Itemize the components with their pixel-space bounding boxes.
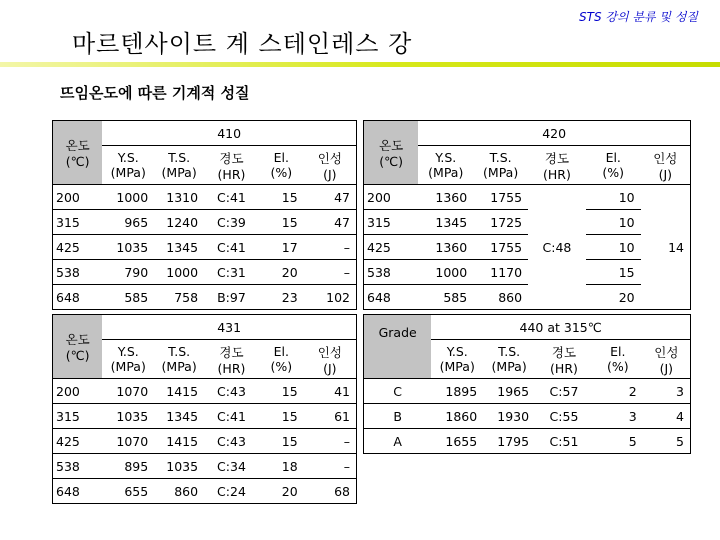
col-header: El. (%) <box>270 150 293 180</box>
cell: 1000 <box>154 260 204 285</box>
cell: B <box>364 404 432 429</box>
table-410 <box>52 120 357 310</box>
cell: 18 <box>259 454 304 479</box>
col-header: 경도 (HR) <box>550 344 578 376</box>
cell: 315 <box>53 210 103 235</box>
cell: C:51 <box>535 429 593 454</box>
cell: – <box>304 260 357 285</box>
cell: C:34 <box>204 454 259 479</box>
cell: C:43 <box>204 429 259 454</box>
cell: 47 <box>304 185 357 210</box>
group-header: 410 <box>102 121 356 146</box>
cell: 20 <box>586 285 641 310</box>
cell: 3 <box>593 404 643 429</box>
col-header: El. (%) <box>270 344 293 374</box>
cell: 20 <box>259 479 304 504</box>
cell: 1795 <box>483 429 535 454</box>
col-header: T.S. (MPa) <box>491 344 527 374</box>
col-header: 인성 (J) <box>641 146 691 185</box>
col-header: T.S. (MPa) <box>483 150 519 180</box>
cell: 47 <box>304 210 357 235</box>
cell: 1345 <box>154 404 204 429</box>
col-header: Y.S. (MPa) <box>110 150 146 180</box>
col-header: 인성 (J) <box>304 146 357 185</box>
cell: 538 <box>53 260 103 285</box>
cell: – <box>304 235 357 260</box>
col-header: T.S. (MPa) <box>161 344 197 374</box>
cell: 1070 <box>102 379 154 404</box>
cell: 860 <box>473 285 528 310</box>
cell: 1345 <box>154 235 204 260</box>
col-header: 경도 (HR) <box>217 344 246 376</box>
temp-header: 온도 (℃) <box>364 121 419 185</box>
cell: 1930 <box>483 404 535 429</box>
cell: 102 <box>304 285 357 310</box>
cell: 200 <box>53 379 103 404</box>
cell: 648 <box>53 479 103 504</box>
page-title: 마르텐사이트 계 스테인레스 강 <box>72 30 413 58</box>
group-header: 431 <box>102 315 356 340</box>
table-row <box>53 285 357 310</box>
table-row <box>364 404 691 429</box>
cell: C <box>364 379 432 404</box>
cell: C:41 <box>204 185 259 210</box>
cell: B:97 <box>204 285 259 310</box>
cell: 1310 <box>154 185 204 210</box>
cell: 20 <box>259 260 304 285</box>
col-header: El. (%) <box>602 150 625 180</box>
col-header: El. (%) <box>606 344 629 374</box>
cell: 585 <box>102 285 154 310</box>
cell: 1965 <box>483 379 535 404</box>
cell: 200 <box>364 185 419 210</box>
cell: 1415 <box>154 429 204 454</box>
col-header: T.S. (MPa) <box>161 150 197 180</box>
cell: 15 <box>259 185 304 210</box>
cell: 758 <box>154 285 204 310</box>
cell: A <box>364 429 432 454</box>
cell: 1415 <box>154 379 204 404</box>
cell: 1240 <box>154 210 204 235</box>
cell: C:43 <box>204 379 259 404</box>
table-row <box>53 260 357 285</box>
cell: 10 <box>586 210 641 235</box>
temp-header: 온도 (℃) <box>53 121 103 185</box>
cell: 1895 <box>431 379 483 404</box>
merged-toughness: 14 <box>641 185 691 310</box>
top-label: STS 강의 분류 및 성질 <box>579 10 698 24</box>
table-row <box>364 429 691 454</box>
cell: 425 <box>364 235 419 260</box>
cell: C:31 <box>204 260 259 285</box>
cell: C:55 <box>535 404 593 429</box>
cell: C:41 <box>204 235 259 260</box>
cell: 790 <box>102 260 154 285</box>
cell: 10 <box>586 235 641 260</box>
cell: 1070 <box>102 429 154 454</box>
cell: 425 <box>53 429 103 454</box>
table-431 <box>52 314 357 504</box>
cell: C:39 <box>204 210 259 235</box>
table-row <box>53 185 357 210</box>
cell: 10 <box>586 185 641 210</box>
cell: 1035 <box>102 235 154 260</box>
cell: 15 <box>259 429 304 454</box>
cell: 1170 <box>473 260 528 285</box>
table-row <box>53 404 357 429</box>
table-row <box>53 379 357 404</box>
cell: 5 <box>643 429 691 454</box>
cell: 17 <box>259 235 304 260</box>
cell: 15 <box>586 260 641 285</box>
col-header: 경도 (HR) <box>543 150 571 182</box>
cell: 648 <box>53 285 103 310</box>
col-header: 인성 (J) <box>643 340 691 379</box>
cell: 5 <box>593 429 643 454</box>
cell: 315 <box>53 404 103 429</box>
cell: 585 <box>418 285 473 310</box>
cell: 1725 <box>473 210 528 235</box>
col-header: Y.S. (MPa) <box>110 344 146 374</box>
col-header: Y.S. (MPa) <box>439 344 475 374</box>
cell: 41 <box>304 379 357 404</box>
cell: 895 <box>102 454 154 479</box>
cell: C:24 <box>204 479 259 504</box>
col-header: Y.S. (MPa) <box>428 150 464 180</box>
table-row <box>53 479 357 504</box>
cell: 538 <box>53 454 103 479</box>
merged-hardness: C:48 <box>528 185 586 310</box>
cell: 1360 <box>418 185 473 210</box>
cell: 2 <box>593 379 643 404</box>
cell: 860 <box>154 479 204 504</box>
cell: 15 <box>259 379 304 404</box>
col-header: 경도 (HR) <box>217 150 246 182</box>
cell: 1000 <box>418 260 473 285</box>
cell: 1360 <box>418 235 473 260</box>
cell: 655 <box>102 479 154 504</box>
cell: 15 <box>259 210 304 235</box>
table-row <box>53 235 357 260</box>
cell: 965 <box>102 210 154 235</box>
table-row <box>53 210 357 235</box>
title-rule <box>0 62 720 67</box>
cell: 68 <box>304 479 357 504</box>
temp-header: 온도 (℃) <box>53 315 103 379</box>
cell: 1035 <box>102 404 154 429</box>
cell: 61 <box>304 404 357 429</box>
cell: 1345 <box>418 210 473 235</box>
table-420 <box>363 120 691 310</box>
grade-header: Grade <box>364 315 432 379</box>
table-row <box>53 454 357 479</box>
cell: 1755 <box>473 185 528 210</box>
table-row <box>364 379 691 404</box>
cell: 23 <box>259 285 304 310</box>
page-subtitle: 뜨임온도에 따른 기계적 성질 <box>60 84 250 102</box>
cell: – <box>304 454 357 479</box>
group-header: 440 at 315℃ <box>431 315 690 340</box>
cell: – <box>304 429 357 454</box>
group-header: 420 <box>418 121 690 146</box>
cell: 15 <box>259 404 304 429</box>
cell: 1860 <box>431 404 483 429</box>
cell: 3 <box>643 379 691 404</box>
cell: 1655 <box>431 429 483 454</box>
cell: 538 <box>364 260 419 285</box>
cell: 425 <box>53 235 103 260</box>
cell: 1755 <box>473 235 528 260</box>
cell: 315 <box>364 210 419 235</box>
cell: C:41 <box>204 404 259 429</box>
cell: 1000 <box>102 185 154 210</box>
cell: 1035 <box>154 454 204 479</box>
cell: 4 <box>643 404 691 429</box>
cell: 648 <box>364 285 419 310</box>
table-row <box>53 429 357 454</box>
cell: 200 <box>53 185 103 210</box>
col-header: 인성 (J) <box>304 340 357 379</box>
table-row <box>364 185 691 210</box>
cell: C:57 <box>535 379 593 404</box>
table-440 <box>363 314 691 454</box>
